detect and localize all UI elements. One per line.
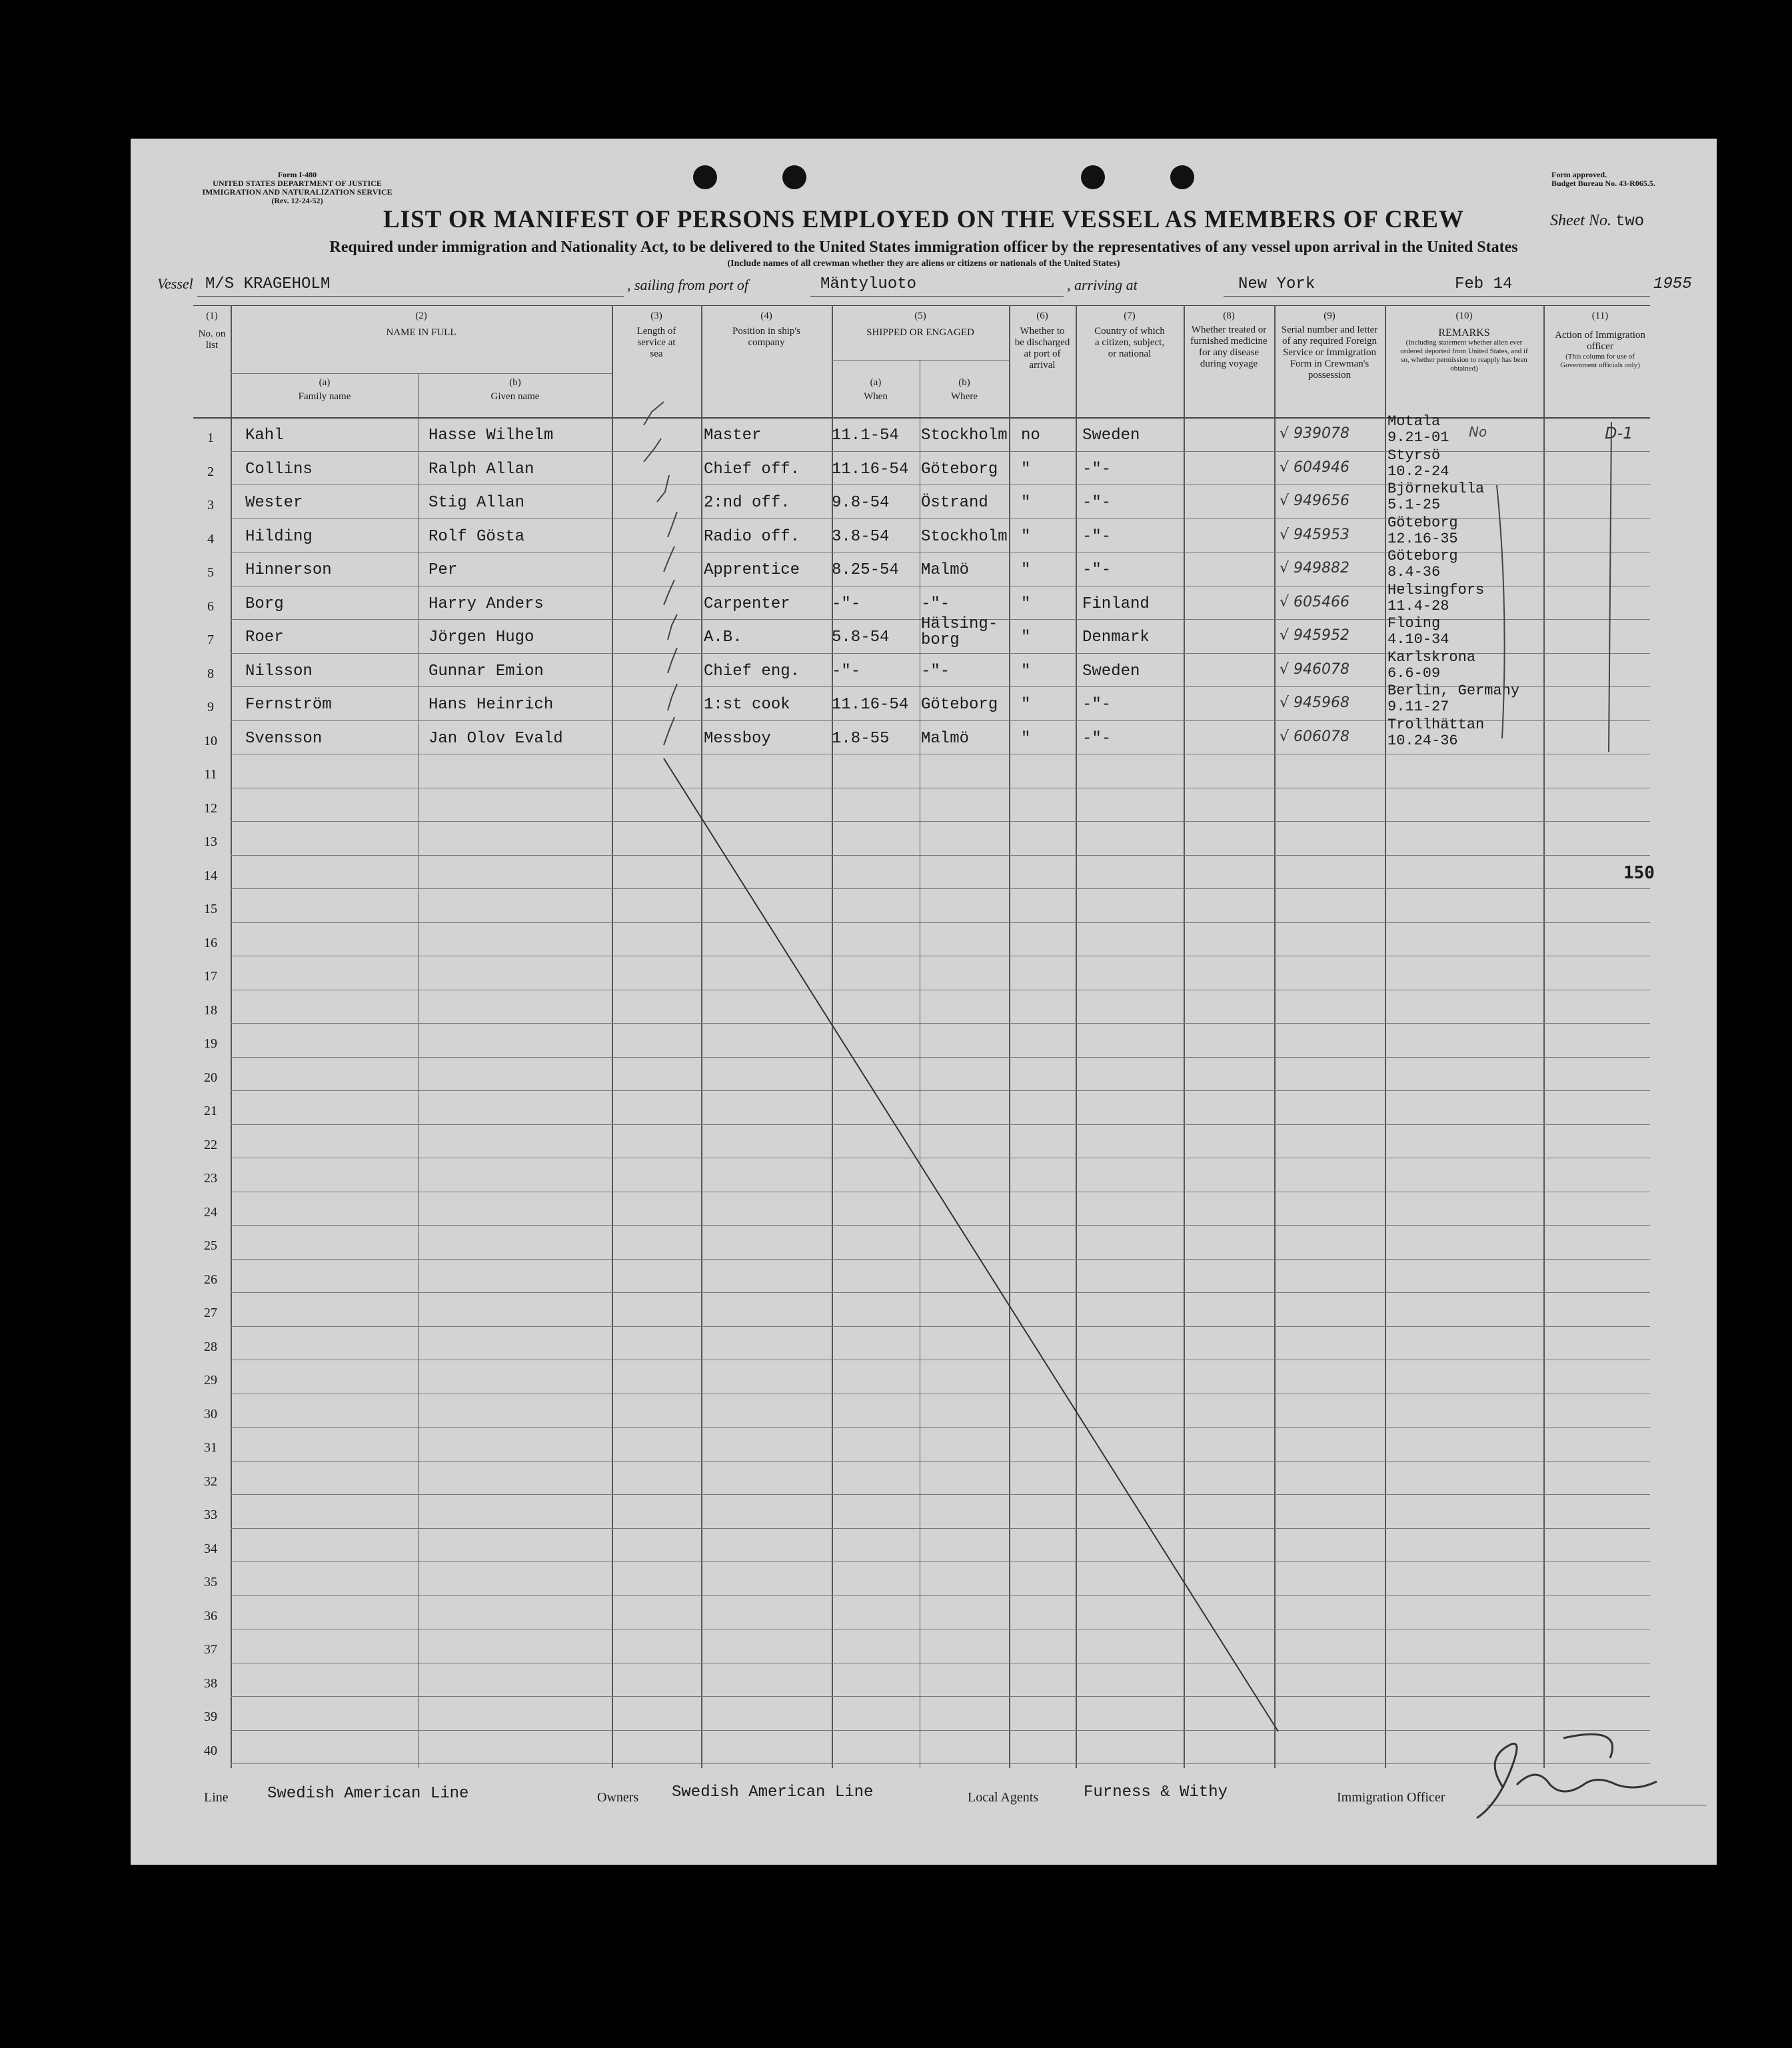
row-number: 2 bbox=[207, 464, 214, 479]
row-number: 8 bbox=[207, 666, 214, 681]
cell-discharge: " bbox=[1021, 729, 1031, 748]
col4-header: (4) Position in ship's company bbox=[732, 311, 800, 348]
col2a-header: (a) Family name bbox=[298, 377, 351, 402]
cell-serial: √ 605466 bbox=[1280, 593, 1349, 610]
cell-position: 2:nd off. bbox=[704, 494, 790, 512]
cell-when: 5.8-54 bbox=[832, 628, 890, 646]
row-number: 39 bbox=[204, 1709, 217, 1724]
agents-value: Furness & Withy bbox=[1084, 1783, 1228, 1801]
bracket-mark bbox=[1497, 485, 1505, 738]
cell-remark-place: Björnekulla bbox=[1387, 481, 1485, 497]
cell-where: Malmö bbox=[921, 561, 970, 579]
cell-when: 9.8-54 bbox=[832, 494, 890, 512]
arrival-year: 1955 bbox=[1653, 275, 1692, 293]
col6-header: (6) Whether to be discharged at port of arrival bbox=[1014, 311, 1070, 371]
cell-country: Denmark bbox=[1082, 628, 1150, 646]
cell-when: 11.1-54 bbox=[832, 427, 899, 445]
cell-serial: √ 945953 bbox=[1280, 526, 1349, 543]
cell-position: A.B. bbox=[704, 628, 742, 646]
cell-position: Chief off. bbox=[704, 460, 800, 479]
col1-header: (1) No. on list bbox=[198, 311, 226, 351]
cell-when: 8.25-54 bbox=[832, 561, 899, 579]
cell-discharge: no bbox=[1021, 427, 1040, 445]
cell-where: Göteborg bbox=[921, 460, 998, 479]
line-value: Swedish American Line bbox=[267, 1785, 469, 1803]
vessel-label: Vessel bbox=[157, 275, 193, 292]
cell-family: Hinnerson bbox=[245, 561, 332, 579]
cell-remark-date: 8.4-36 bbox=[1387, 564, 1441, 580]
cell-country: -"- bbox=[1082, 696, 1112, 714]
cell-remark-place: Styrsö bbox=[1387, 447, 1441, 464]
page-title: LIST OR MANIFEST OF PERSONS EMPLOYED ON THE VESSEL AS MEMBERS OF CREW bbox=[383, 206, 1464, 233]
cell-where: Göteborg bbox=[921, 696, 998, 714]
row-number: 35 bbox=[204, 1575, 217, 1589]
diagonal-cancel-line bbox=[664, 758, 1278, 1731]
cell-remark-date: 10.24-36 bbox=[1387, 732, 1458, 749]
cell-position: Apprentice bbox=[704, 561, 800, 579]
row-number: 23 bbox=[204, 1171, 217, 1186]
cell-position: Chief eng. bbox=[704, 662, 800, 680]
cell-when: 11.16-54 bbox=[832, 460, 909, 479]
row-number: 18 bbox=[204, 1002, 217, 1018]
row-number: 3 bbox=[207, 498, 214, 512]
cell-remark-date: 9.11-27 bbox=[1387, 698, 1449, 715]
col8-header: (8) Whether treated or furnished medicine for any disease during voyage bbox=[1190, 311, 1268, 369]
agents-label: Local Agents bbox=[968, 1790, 1039, 1805]
cell-remark-date: 5.1-25 bbox=[1387, 497, 1441, 513]
row-number: 9 bbox=[207, 700, 214, 714]
row-number: 6 bbox=[207, 598, 214, 614]
row-number: 32 bbox=[204, 1474, 217, 1489]
col2-header: (2) NAME IN FULL bbox=[386, 311, 456, 338]
cell-country: -"- bbox=[1082, 460, 1112, 479]
cell-remark-date: 11.4-28 bbox=[1387, 597, 1449, 614]
arrival-port: New York bbox=[1238, 275, 1316, 293]
revision-date: (Rev. 12-24-52) bbox=[271, 196, 323, 205]
cell-discharge: " bbox=[1021, 594, 1031, 613]
cell-family: Fernström bbox=[245, 696, 332, 714]
subtitle: Required under immigration and Nationality Act, to be delivered to the United States immigration officer by the representatives of any vessel upon arrival in the United States bbox=[329, 239, 1518, 256]
cell-discharge: " bbox=[1021, 696, 1031, 714]
row-number: 16 bbox=[204, 935, 217, 950]
cell-position: 1:st cook bbox=[704, 696, 790, 714]
cell-remark-date: 6.6-09 bbox=[1387, 664, 1441, 682]
sailing-label: , sailing from port of bbox=[627, 277, 748, 293]
row-number: 4 bbox=[207, 531, 214, 546]
cell-where: Stockholm bbox=[921, 527, 1008, 546]
cell-where: -"- bbox=[921, 662, 950, 680]
cell-family: Roer bbox=[245, 628, 284, 646]
col5b-header: (b) Where bbox=[951, 377, 978, 402]
cell-serial: √ 939078 bbox=[1280, 425, 1349, 442]
col3-header: (3) Length of service at sea bbox=[636, 311, 676, 359]
row-number: 29 bbox=[204, 1373, 217, 1388]
row-number: 36 bbox=[204, 1608, 217, 1623]
cell-position: Master bbox=[704, 427, 762, 445]
col11-header: (11) Action of Immigration officer (This column for use of Government officials only) bbox=[1555, 311, 1645, 369]
stamp-number: 150 bbox=[1623, 863, 1655, 883]
department-name: UNITED STATES DEPARTMENT OF JUSTICE bbox=[213, 179, 382, 188]
cell-country: -"- bbox=[1082, 527, 1112, 546]
action-mark: D-1 bbox=[1605, 424, 1633, 443]
cell-serial: √ 606078 bbox=[1280, 728, 1349, 745]
row-number: 37 bbox=[204, 1642, 217, 1657]
cell-when: 3.8-54 bbox=[832, 527, 890, 546]
owners-value: Swedish American Line bbox=[672, 1783, 874, 1801]
cell-remark-place: Helsingfors bbox=[1387, 581, 1485, 598]
row-number: 25 bbox=[204, 1238, 217, 1253]
row-number: 10 bbox=[204, 733, 217, 748]
col9-header: (9) Serial number and letter of any required Foreign Service or Immigration Form in Crewman's possession bbox=[1281, 311, 1378, 381]
row-number: 33 bbox=[204, 1508, 217, 1522]
row-number: 15 bbox=[204, 902, 217, 916]
cell-when: 1.8-55 bbox=[832, 729, 890, 748]
cell-given: Stig Allan bbox=[429, 494, 525, 512]
manifest-sheet bbox=[131, 139, 1717, 1865]
cell-serial: √ 946078 bbox=[1280, 660, 1349, 678]
cell-given: Gunnar Emion bbox=[429, 662, 544, 680]
cell-given: Per bbox=[429, 561, 458, 579]
cell-serial: √ 945968 bbox=[1280, 694, 1349, 711]
row-number: 20 bbox=[204, 1070, 217, 1085]
line-label: Line bbox=[204, 1790, 229, 1805]
signature-scribble bbox=[1477, 1734, 1657, 1818]
col5a-header: (a) When bbox=[864, 377, 888, 402]
service-name: IMMIGRATION AND NATURALIZATION SERVICE bbox=[202, 187, 393, 197]
officer-label: Immigration Officer bbox=[1337, 1790, 1445, 1805]
cell-country: -"- bbox=[1082, 561, 1112, 579]
cell-remark-date: 4.10-34 bbox=[1387, 631, 1449, 648]
row-number: 38 bbox=[204, 1675, 217, 1691]
cell-family: Kahl bbox=[245, 427, 284, 445]
cell-serial: √ 604946 bbox=[1280, 459, 1349, 476]
cell-discharge: " bbox=[1021, 561, 1031, 579]
cell-given: Hans Heinrich bbox=[429, 696, 554, 714]
cell-serial: √ 945952 bbox=[1280, 627, 1349, 644]
cell-given: Rolf Gösta bbox=[429, 527, 525, 546]
cell-position: Messboy bbox=[704, 729, 771, 748]
cell-where: Östrand bbox=[921, 494, 988, 512]
col7-header: (7) Country of which a citizen, subject, or national bbox=[1094, 311, 1165, 359]
cell-remark-place: Karlskrona bbox=[1387, 648, 1476, 666]
row-number: 27 bbox=[204, 1306, 217, 1320]
cell-when: -"- bbox=[832, 662, 861, 680]
cell-where: -"- bbox=[921, 594, 950, 613]
row-number: 13 bbox=[204, 834, 217, 849]
cell-discharge: " bbox=[1021, 628, 1031, 646]
cell-remark-date: 10.2-24 bbox=[1387, 463, 1449, 480]
sheet-label: Sheet No. bbox=[1550, 212, 1611, 229]
cell-family: Wester bbox=[245, 494, 303, 512]
row-number: 11 bbox=[204, 767, 217, 782]
cell-given: Harry Anders bbox=[429, 594, 544, 613]
row-number: 21 bbox=[204, 1104, 217, 1118]
cell-position: Carpenter bbox=[704, 594, 790, 613]
row-number: 24 bbox=[204, 1204, 217, 1220]
row-number: 17 bbox=[204, 969, 217, 984]
pen-marks bbox=[131, 139, 1717, 1865]
cell-discharge: " bbox=[1021, 494, 1031, 512]
cell-serial: √ 949656 bbox=[1280, 493, 1349, 509]
form-number: Form I-480 bbox=[277, 170, 317, 179]
row-number: 5 bbox=[207, 565, 214, 580]
row-number: 22 bbox=[204, 1137, 217, 1152]
cell-where: Malmö bbox=[921, 729, 970, 748]
col2b-header: (b) Given name bbox=[490, 377, 540, 402]
row-number: 31 bbox=[204, 1440, 217, 1455]
owners-label: Owners bbox=[597, 1790, 639, 1805]
cell-country: -"- bbox=[1082, 494, 1112, 512]
row-number: 19 bbox=[204, 1036, 217, 1051]
cell-when: -"- bbox=[832, 594, 861, 613]
cell-country: Sweden bbox=[1082, 662, 1140, 680]
approval-text: Form approved. bbox=[1551, 170, 1607, 179]
cell-remark-place: Berlin, Germany bbox=[1387, 682, 1520, 699]
sheet-value: two bbox=[1615, 213, 1645, 231]
cell-remark-place: Göteborg bbox=[1387, 514, 1458, 531]
col10-header: (10) REMARKS (Including statement whether alien ever ordered deported from United States, and if so, whether permission to reapply has been obtained) bbox=[1400, 311, 1528, 373]
cell-remark-date: 12.16-35 bbox=[1387, 530, 1458, 547]
cell-remark-date: 9.21-01 bbox=[1387, 429, 1449, 446]
cell-family: Collins bbox=[245, 460, 313, 479]
cell-country: Finland bbox=[1082, 594, 1150, 613]
row-number: 26 bbox=[204, 1272, 217, 1287]
row-number: 14 bbox=[204, 868, 217, 883]
cell-country: Sweden bbox=[1082, 427, 1140, 445]
action-line bbox=[1609, 422, 1611, 752]
cell-family: Svensson bbox=[245, 729, 323, 748]
cell-country: -"- bbox=[1082, 729, 1112, 748]
row-number: 30 bbox=[204, 1406, 217, 1422]
cell-where: Stockholm bbox=[921, 427, 1008, 445]
subnote: (Include names of all crewman whether they are aliens or citizens or nationals of the United States) bbox=[727, 259, 1120, 269]
cell-where: Hälsing-borg bbox=[921, 615, 998, 649]
cell-family: Borg bbox=[245, 594, 284, 613]
row-number: 1 bbox=[207, 431, 214, 445]
cell-remark-place: Trollhättan bbox=[1387, 716, 1485, 733]
row-number: 40 bbox=[204, 1743, 217, 1758]
row-number: 12 bbox=[204, 800, 217, 816]
cell-discharge: " bbox=[1021, 527, 1031, 546]
check-marks bbox=[644, 402, 677, 745]
cell-remark-place: Motala bbox=[1387, 413, 1441, 430]
cell-given: Jörgen Hugo bbox=[429, 628, 534, 646]
cell-remark-place: Göteborg bbox=[1387, 548, 1458, 564]
cell-when: 11.16-54 bbox=[832, 696, 909, 714]
remark-mark: No bbox=[1469, 424, 1487, 440]
arrival-date: Feb 14 bbox=[1455, 275, 1513, 293]
row-number: 7 bbox=[207, 632, 214, 647]
cell-remark-place: Floing bbox=[1387, 615, 1441, 632]
cell-given: Jan Olov Evald bbox=[429, 729, 563, 748]
vessel-name: M/S KRAGEHOLM bbox=[205, 275, 331, 293]
arriving-label: , arriving at bbox=[1067, 277, 1138, 293]
cell-position: Radio off. bbox=[704, 527, 800, 546]
cell-serial: √ 949882 bbox=[1280, 560, 1349, 576]
cell-given: Hasse Wilhelm bbox=[429, 427, 554, 445]
cell-family: Hilding bbox=[245, 527, 313, 546]
cell-given: Ralph Allan bbox=[429, 460, 534, 479]
cell-discharge: " bbox=[1021, 662, 1031, 680]
cell-family: Nilsson bbox=[245, 662, 313, 680]
row-number: 34 bbox=[204, 1541, 217, 1556]
departure-port: Mäntyluoto bbox=[820, 275, 917, 293]
col5-header: (5) SHIPPED OR ENGAGED bbox=[866, 311, 974, 338]
row-number: 28 bbox=[204, 1339, 217, 1354]
budget-bureau-number: Budget Bureau No. 43-R065.5. bbox=[1551, 179, 1655, 188]
cell-discharge: " bbox=[1021, 460, 1031, 479]
